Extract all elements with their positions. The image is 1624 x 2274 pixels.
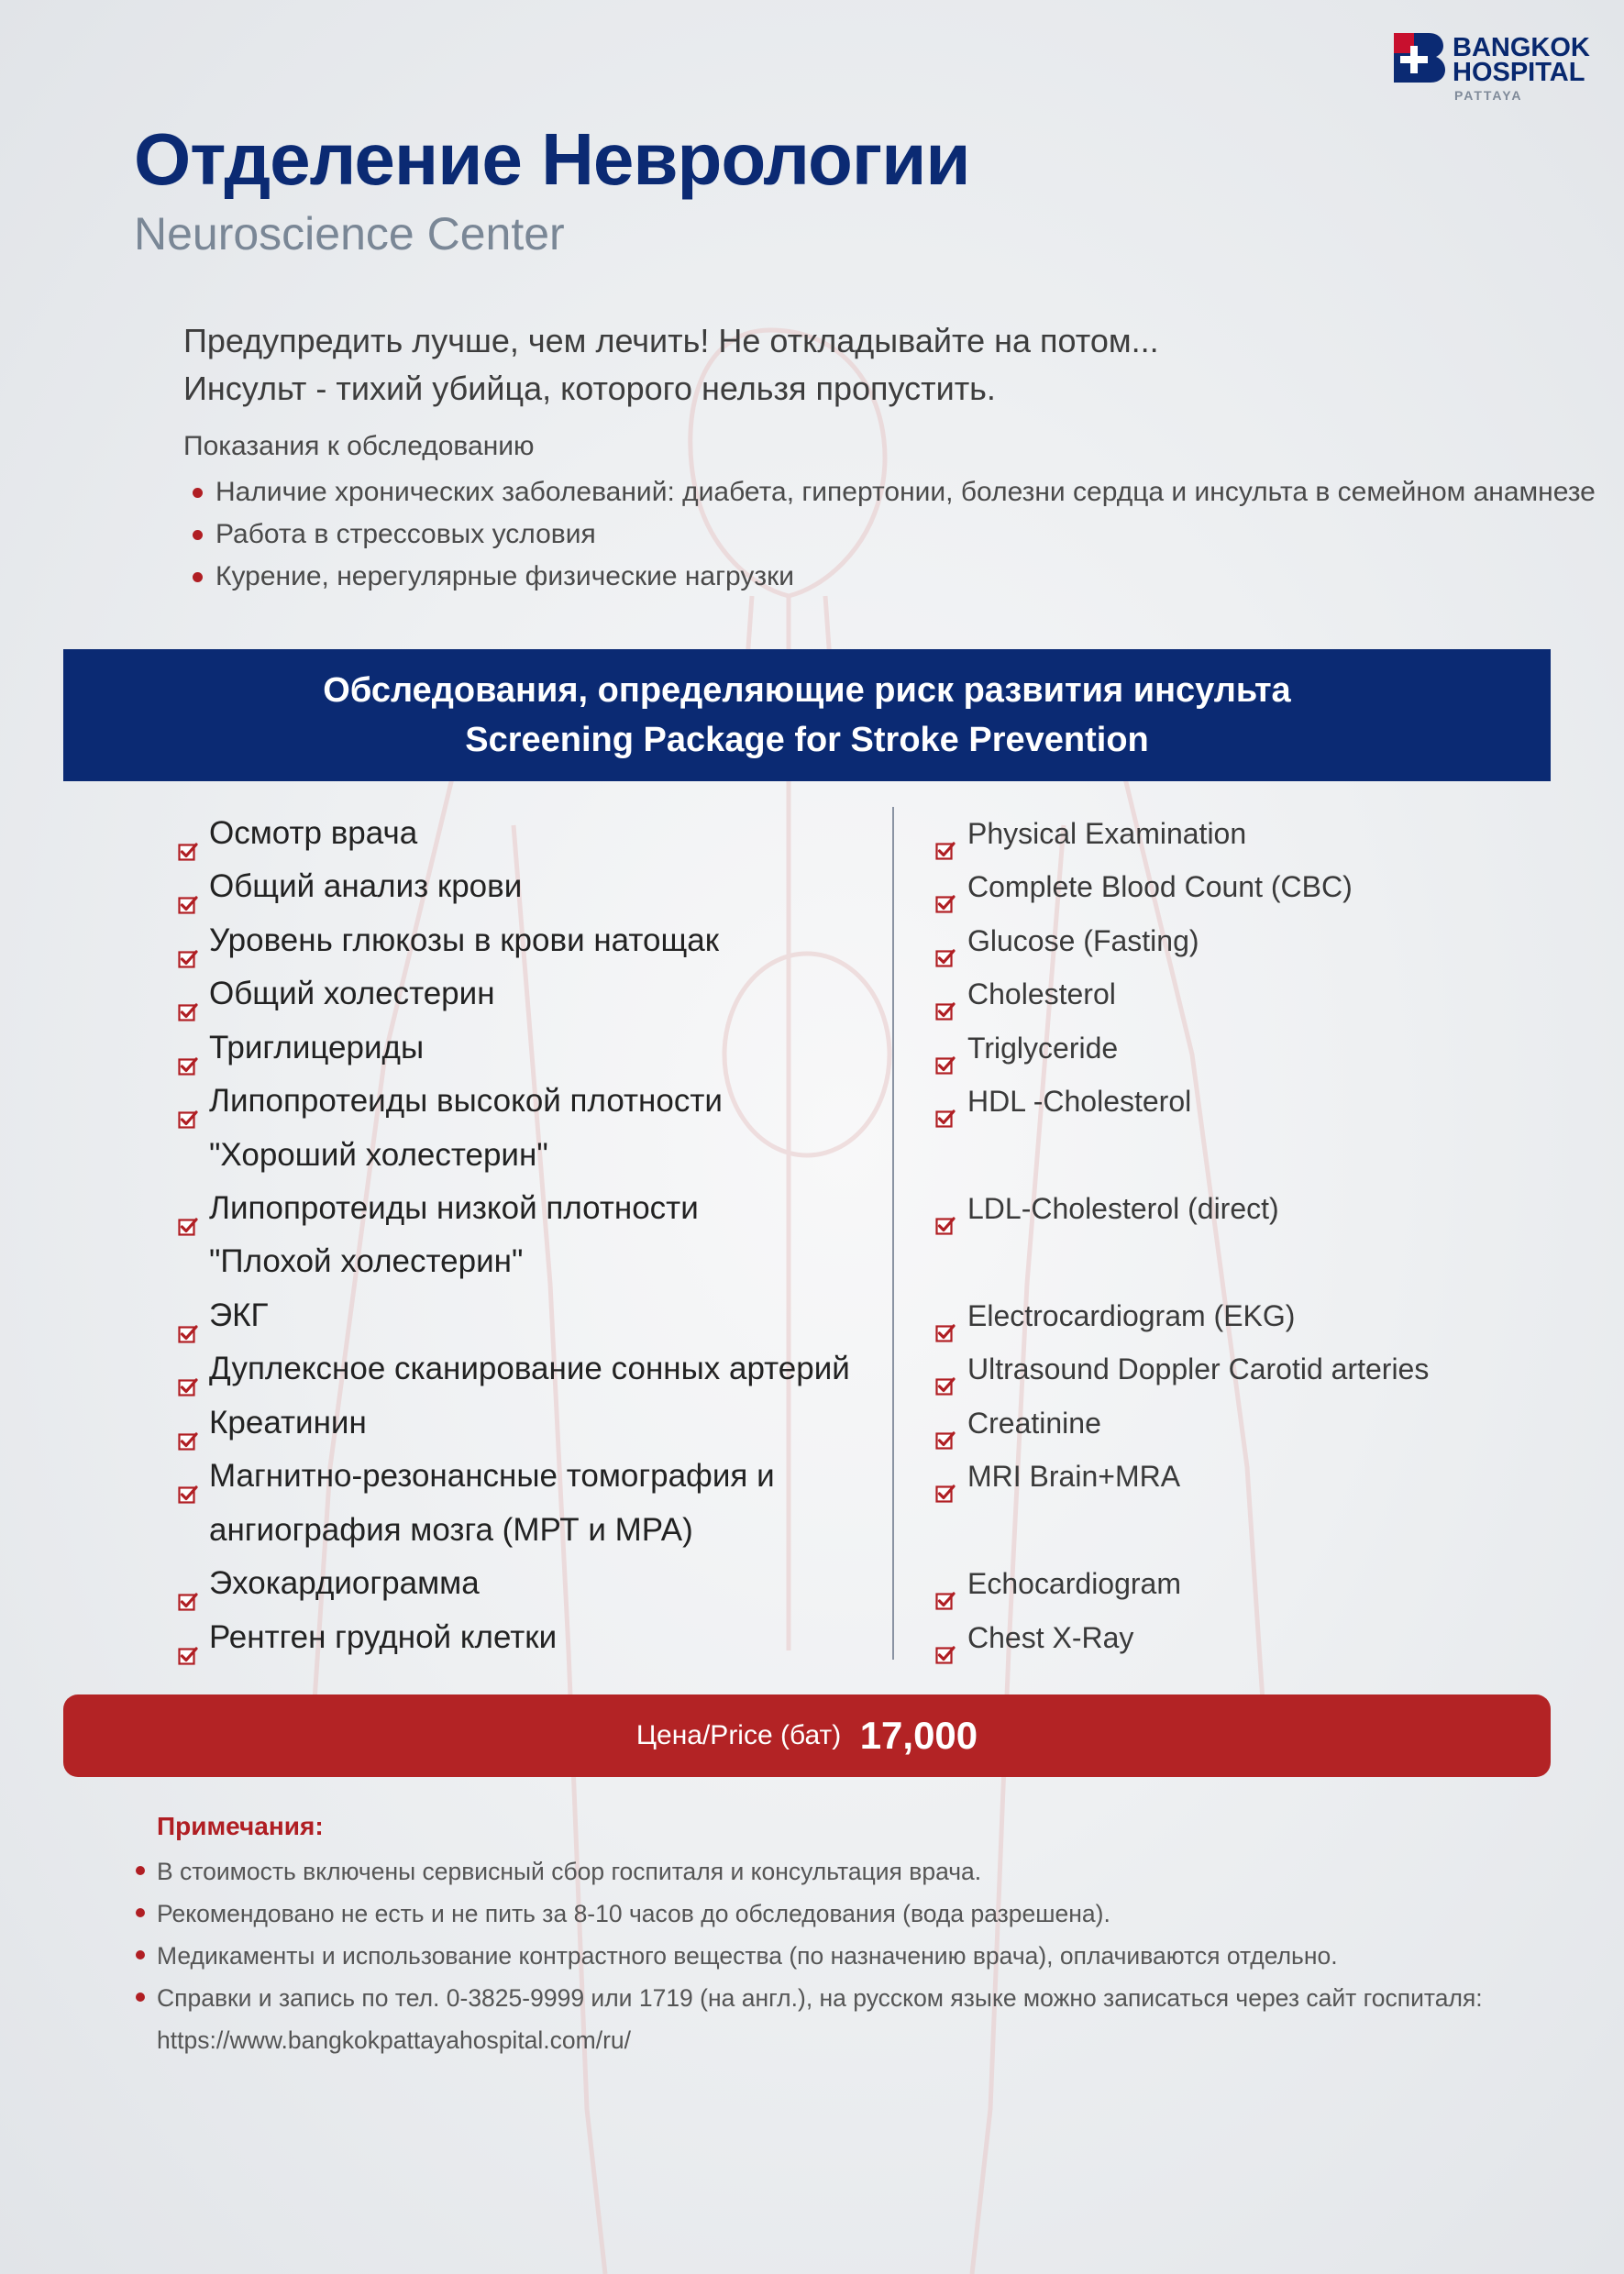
- price-bar: [63, 1694, 1551, 1777]
- list-item: Ultrasound Doppler Carotid arteries: [935, 1342, 1429, 1396]
- list-item: Магнитно-резонансные томография и: [178, 1450, 775, 1503]
- list-item: Медикаменты и использование контрастного вещества (по назначению врача), оплачиваются отдельно.: [136, 1935, 1532, 1977]
- list-item: Креатинин: [178, 1396, 367, 1450]
- list-item-continuation: ангиография мозга (МРТ и МРА): [209, 1512, 693, 1548]
- list-item: Creatinine: [935, 1396, 1101, 1450]
- checkbox-checked-icon: [178, 878, 198, 899]
- price-value: 17,000: [859, 1714, 978, 1757]
- checkbox-checked-icon: [178, 1575, 198, 1595]
- list-item: В стоимость включены сервисный сбор госпиталя и консультация врача.: [136, 1850, 1532, 1893]
- checkbox-checked-icon: [178, 1093, 198, 1113]
- checkbox-checked-icon: [935, 1307, 956, 1327]
- list-item-continuation: "Хороший холестерин": [209, 1137, 548, 1173]
- intro-text: [183, 317, 1159, 413]
- checkbox-checked-icon: [935, 1092, 956, 1112]
- checkbox-checked-icon: [178, 986, 198, 1006]
- list-item: Курение, нерегулярные физические нагрузки: [193, 556, 1596, 598]
- bullet-icon: [136, 1866, 145, 1875]
- checkbox-checked-icon: [178, 1200, 198, 1220]
- indications-list: [193, 471, 1596, 598]
- page-title: Отделение Неврологии: [134, 118, 970, 200]
- banner-title-en: Screening Package for Stroke Prevention: [465, 721, 1149, 759]
- checkbox-checked-icon: [935, 824, 956, 844]
- checkbox-checked-icon: [178, 1415, 198, 1435]
- list-item: Рентген грудной клетки: [178, 1611, 557, 1664]
- bullet-icon: [193, 488, 203, 498]
- notes-list: [136, 1850, 1532, 2061]
- checkbox-checked-icon: [178, 1361, 198, 1381]
- checkbox-checked-icon: [935, 1199, 956, 1220]
- checkbox-checked-icon: [178, 825, 198, 845]
- checkbox-checked-icon: [178, 1629, 198, 1650]
- checkbox-checked-icon: [935, 1414, 956, 1434]
- list-item: Physical Examination: [935, 807, 1246, 860]
- list-item-continuation: "Плохой холестерин": [209, 1243, 524, 1279]
- page-subtitle: Neuroscience Center: [134, 208, 565, 259]
- bullet-icon: [136, 1993, 145, 2002]
- checkbox-checked-icon: [935, 1039, 956, 1059]
- bullet-icon: [193, 530, 203, 540]
- checkbox-checked-icon: [935, 1467, 956, 1487]
- list-item: HDL -Cholesterol: [935, 1075, 1191, 1128]
- banner-title-ru: Обследования, определяющие риск развития инсульта: [323, 671, 1291, 710]
- checkbox-checked-icon: [935, 1574, 956, 1595]
- list-item: ЭКГ: [178, 1289, 269, 1342]
- bullet-icon: [193, 572, 203, 582]
- list-item: Липопротеиды низкой плотности: [178, 1182, 699, 1235]
- list-item: Работа в стрессовых условия: [193, 513, 1596, 556]
- price-label: Цена/Price (бат): [635, 1720, 842, 1750]
- checkbox-checked-icon: [935, 985, 956, 1005]
- checkbox-checked-icon: [935, 1628, 956, 1649]
- bullet-icon: [136, 1950, 145, 1959]
- hospital-cross-icon: [1392, 31, 1447, 84]
- notes-title: Примечания:: [157, 1812, 324, 1840]
- list-item: Triglyceride: [935, 1021, 1118, 1075]
- checkbox-checked-icon: [935, 878, 956, 898]
- checkbox-checked-icon: [178, 933, 198, 953]
- list-item: Липопротеиды высокой плотности: [178, 1075, 723, 1128]
- checkbox-checked-icon: [935, 1360, 956, 1380]
- list-item: Общий анализ крови: [178, 860, 522, 913]
- logo-text-pattaya: PATTAYA: [1454, 88, 1523, 103]
- list-item: Дуплексное сканирование сонных артерий: [178, 1342, 850, 1396]
- column-divider: [892, 807, 894, 1660]
- indications-title: Показания к обследованию: [183, 431, 535, 461]
- list-item: Триглицериды: [178, 1021, 424, 1075]
- checkbox-checked-icon: [935, 932, 956, 952]
- intro-line-1: Предупредить лучше, чем лечить! Не откладывайте на потом...: [183, 322, 1159, 359]
- list-item: LDL-Cholesterol (direct): [935, 1182, 1279, 1235]
- list-item: Electrocardiogram (EKG): [935, 1289, 1295, 1342]
- intro-line-2: Инсульт - тихий убийца, которого нельзя пропустить.: [183, 370, 996, 407]
- list-item: Общий холестерин: [178, 967, 495, 1021]
- list-item: Echocardiogram: [935, 1557, 1181, 1610]
- list-item: Cholesterol: [935, 967, 1116, 1021]
- list-item: Chest X-Ray: [935, 1611, 1133, 1664]
- list-item: Glucose (Fasting): [935, 914, 1199, 967]
- checkbox-checked-icon: [178, 1308, 198, 1328]
- logo-text-bangkok: BANGKOK: [1453, 33, 1590, 62]
- bullet-icon: [136, 1908, 145, 1917]
- logo-text-hospital: HOSPITAL: [1453, 58, 1585, 87]
- list-item: Наличие хронических заболеваний: диабета, гипертонии, болезни сердца и инсульта в семейном анамнезе: [193, 471, 1596, 513]
- checkbox-checked-icon: [178, 1468, 198, 1488]
- list-item: MRI Brain+MRA: [935, 1450, 1180, 1503]
- list-item: Complete Blood Count (CBC): [935, 860, 1353, 913]
- list-item: Уровень глюкозы в крови натощак: [178, 914, 719, 967]
- list-item: Справки и запись по тел. 0-3825-9999 или 1719 (на англ.), на русском языке можно записаться через сайт госпиталя: https://www.bangkokpattayahospital.com/ru/: [136, 1977, 1532, 2061]
- hospital-logo: [1392, 31, 1598, 105]
- checkbox-checked-icon: [178, 1040, 198, 1060]
- list-item: Рекомендовано не есть и не пить за 8-10 часов до обследования (вода разрешена).: [136, 1893, 1532, 1935]
- list-item: Эхокардиограмма: [178, 1557, 480, 1610]
- list-item: Осмотр врача: [178, 807, 417, 860]
- package-banner: [63, 649, 1551, 781]
